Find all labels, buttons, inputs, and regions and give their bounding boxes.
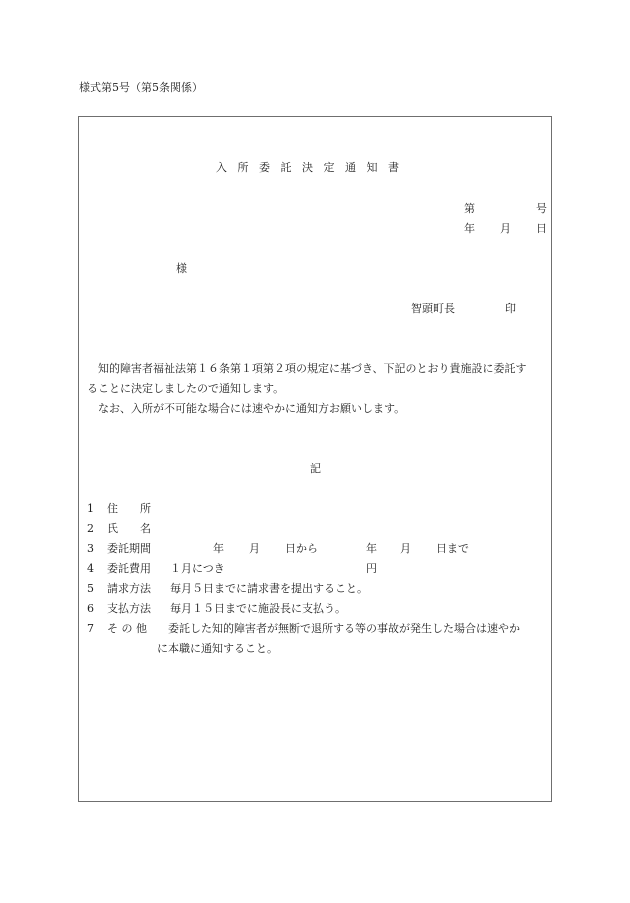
- item-label-address: 住 所: [107, 502, 151, 515]
- period-from-day: 日から: [285, 542, 318, 555]
- body-text-2: なお、入所が不可能な場合には速やかに通知方お願いします。: [98, 402, 406, 415]
- item-label-fee: 委託費用: [107, 562, 151, 575]
- item-number: 6: [87, 602, 94, 615]
- doc-number-suffix: 号: [536, 202, 547, 215]
- item-number: 1: [87, 502, 94, 515]
- item-number: 7: [87, 622, 94, 635]
- payment-method-text: 毎月１５日までに施設長に支払う。: [170, 602, 346, 615]
- other-text-cont: に本職に通知すること。: [157, 642, 278, 655]
- date-day: 日: [536, 222, 547, 235]
- other-text: 委託した知的障害者が無断で退所する等の事故が発生した場合は速やか: [168, 622, 520, 635]
- addressee-honorific: 様: [176, 262, 187, 275]
- item-number: 2: [87, 522, 94, 535]
- body-paragraph-1-cont: ることに決定しましたので通知します。: [87, 382, 285, 395]
- item-label-period: 委託期間: [107, 542, 151, 555]
- period-to-year: 年: [366, 542, 377, 555]
- item-number: 4: [87, 562, 94, 575]
- item-number: 5: [87, 582, 94, 595]
- doc-number-prefix: 第: [464, 202, 475, 215]
- item-label-billing: 請求方法: [107, 582, 151, 595]
- body-paragraph-2: [87, 402, 405, 416]
- item-label-payment: 支払方法: [107, 602, 151, 615]
- item-number: 3: [87, 542, 94, 555]
- period-from-year: 年: [213, 542, 224, 555]
- period-to-day: 日まで: [436, 542, 469, 555]
- document-title: 入所委託決定通知書: [216, 161, 410, 174]
- fee-per-month: １月につき: [170, 562, 225, 575]
- ki-heading: 記: [310, 462, 321, 475]
- body-paragraph-1: [87, 362, 527, 376]
- item-label-name: 氏 名: [107, 522, 151, 535]
- body-text-1: 知的障害者福祉法第１６条第１項第２項の規定に基づき、下記のとおり貴施設に委託す: [98, 362, 527, 375]
- document-frame: [78, 116, 552, 802]
- item-label-other: そ の 他: [107, 622, 147, 635]
- date-month: 月: [500, 222, 511, 235]
- billing-method-text: 毎月５日までに請求書を提出すること。: [170, 582, 368, 595]
- date-year: 年: [464, 222, 475, 235]
- period-from-month: 月: [249, 542, 260, 555]
- issuer-name: 智頭町長: [411, 302, 455, 315]
- period-to-month: 月: [400, 542, 411, 555]
- fee-unit-yen: 円: [366, 562, 377, 575]
- seal-mark: 印: [505, 302, 516, 315]
- form-number: 様式第5号（第5条関係）: [79, 81, 203, 94]
